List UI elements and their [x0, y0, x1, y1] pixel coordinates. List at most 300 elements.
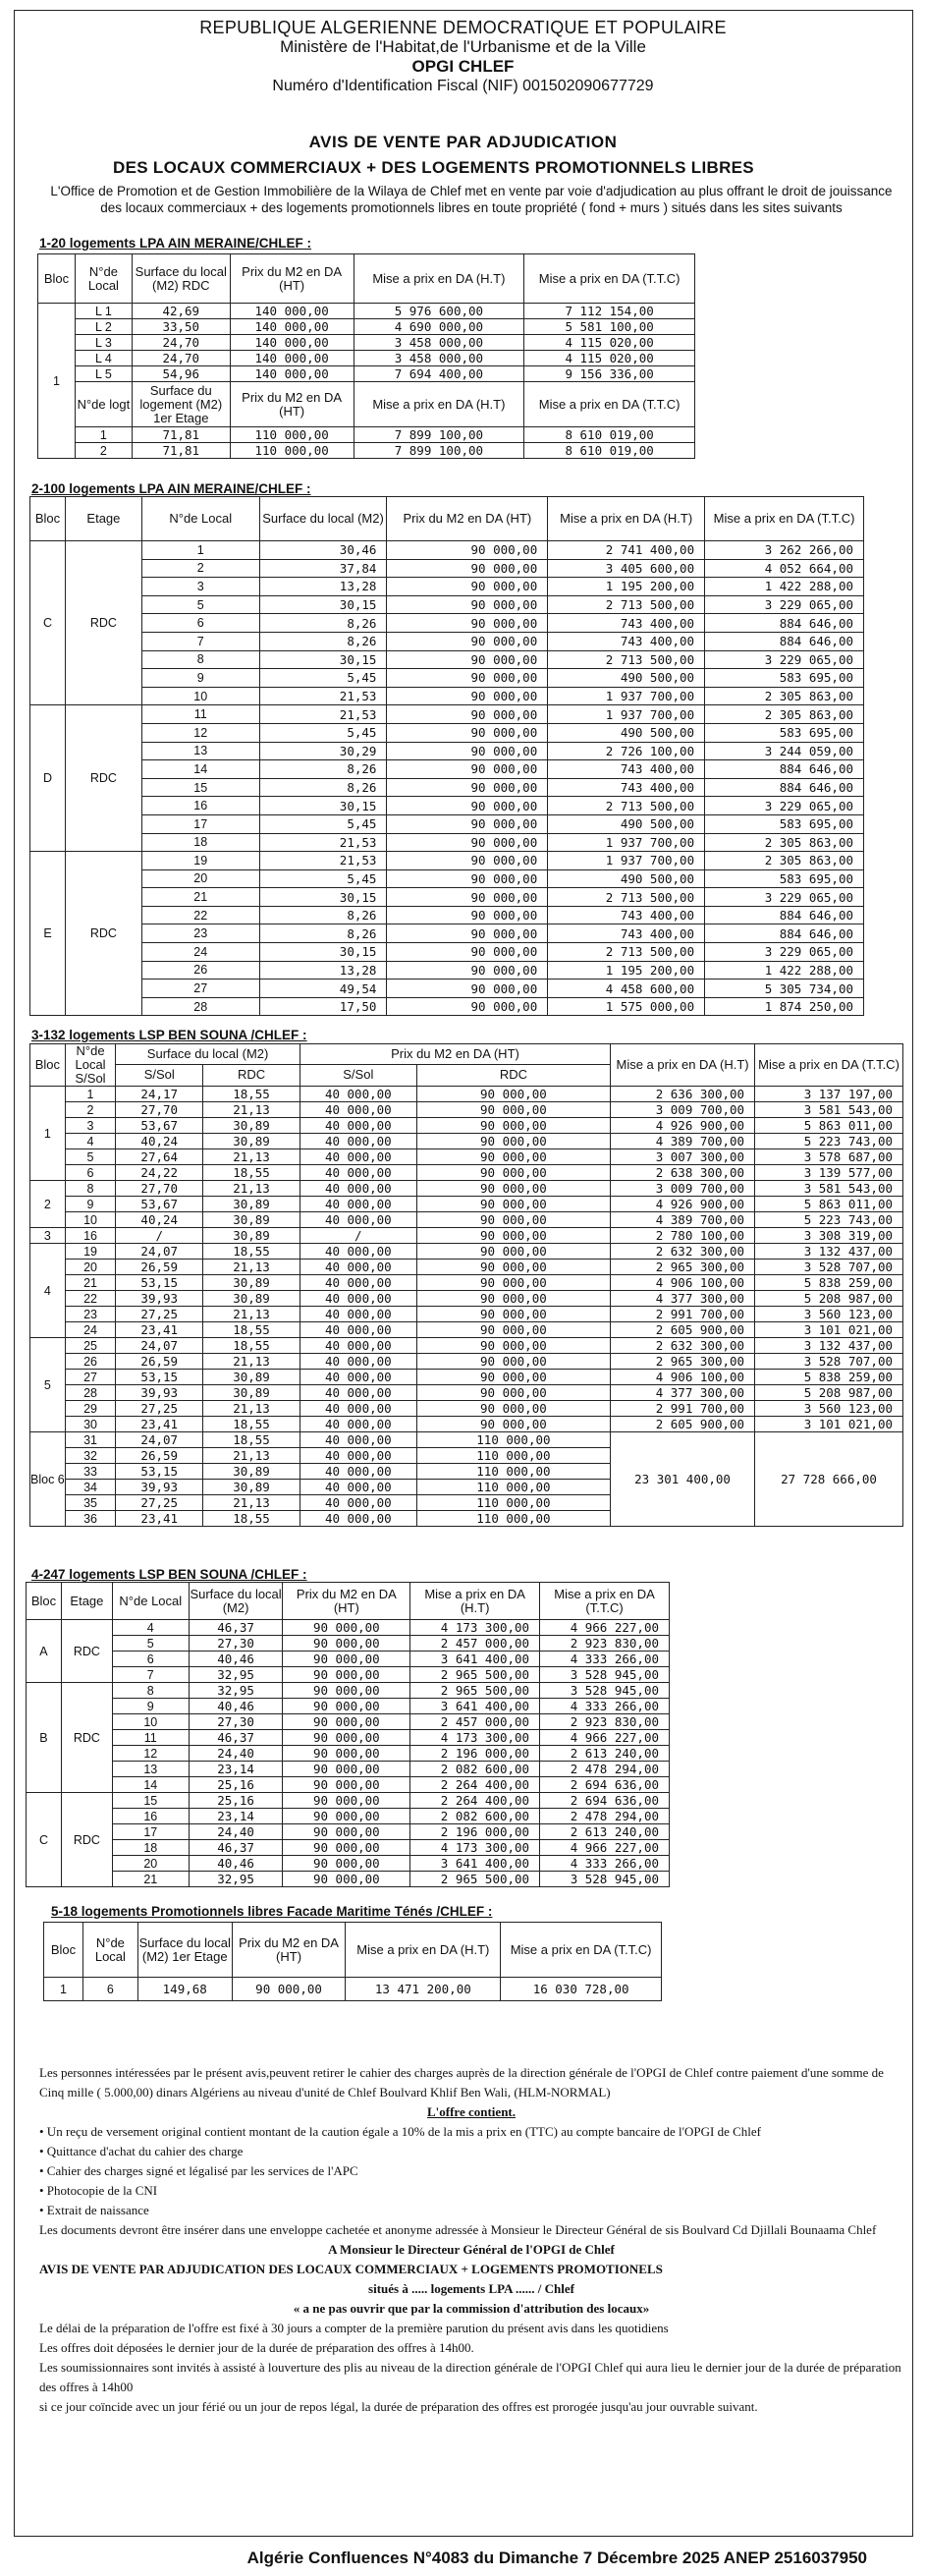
surface-rdc-cell: 18,55	[203, 1322, 300, 1338]
local-number-cell: 16	[141, 797, 259, 815]
local-number-cell: 24	[141, 943, 259, 962]
table-row	[38, 335, 695, 351]
ht-cell: 2 638 300,00	[611, 1165, 755, 1181]
surface-rdc-cell: 21,13	[203, 1149, 300, 1165]
table-row	[27, 1762, 670, 1777]
table-row	[27, 1652, 670, 1667]
surface-rdc-cell: 30,89	[203, 1197, 300, 1212]
surface-cell: 23,14	[189, 1762, 283, 1777]
price-cell: 90 000,00	[283, 1777, 410, 1793]
price-ssol-cell: 40 000,00	[300, 1291, 416, 1307]
section1-table	[37, 253, 695, 459]
table-row	[30, 1149, 903, 1165]
s1-sub-header-ht: Mise a prix en DA (H.T)	[354, 382, 524, 427]
price-cell: 90 000,00	[283, 1746, 410, 1762]
ht-cell: 4 458 600,00	[548, 980, 705, 998]
ttc-cell: 4 052 664,00	[705, 559, 864, 578]
table-row	[30, 1102, 903, 1118]
price-ssol-cell: 40 000,00	[300, 1197, 416, 1212]
price-cell: 90 000,00	[387, 797, 548, 815]
document-titles	[0, 133, 926, 178]
local-number-cell: 11	[112, 1730, 189, 1746]
s1-header-local: N°de Local	[75, 254, 132, 304]
price-ssol-cell: 40 000,00	[300, 1370, 416, 1385]
ttc-cell: 2 305 863,00	[705, 687, 864, 705]
s4-header-surface: Surface du local (M2)	[189, 1583, 283, 1620]
table-row	[30, 997, 864, 1016]
table-row	[30, 559, 864, 578]
local-number-cell: 26	[65, 1354, 116, 1370]
table-row	[30, 1118, 903, 1134]
table-row	[27, 1620, 670, 1636]
table-row	[30, 742, 864, 760]
price-rdc-cell: 90 000,00	[416, 1354, 610, 1370]
price-rdc-cell: 90 000,00	[416, 1228, 610, 1244]
surface-cell: 46,37	[189, 1620, 283, 1636]
table-row	[30, 1244, 903, 1260]
ttc-cell: 884 646,00	[705, 632, 864, 650]
ht-cell: 2 965 300,00	[611, 1260, 755, 1275]
conditions-p3: Le délai de la préparation de l'offre est fixé à 30 jours a compter de la première parution du présent avis dans les quotidiens	[39, 2321, 669, 2335]
ht-cell: 3 458 000,00	[354, 351, 524, 366]
surface-rdc-cell: 30,89	[203, 1134, 300, 1149]
local-number-cell: 7	[141, 632, 259, 650]
surface-rdc-cell: 18,55	[203, 1338, 300, 1354]
price-ssol-cell: 40 000,00	[300, 1480, 416, 1495]
ht-cell: 2 605 900,00	[611, 1417, 755, 1432]
ht-cell: 7 694 400,00	[354, 366, 524, 382]
surface-rdc-cell: 30,89	[203, 1464, 300, 1480]
surface-cell: 54,96	[132, 366, 230, 382]
surface-rdc-cell: 18,55	[203, 1087, 300, 1102]
surface-ssol-cell: 27,64	[116, 1149, 203, 1165]
surface-ssol-cell: 24,07	[116, 1338, 203, 1354]
surface-cell: 8,26	[259, 760, 387, 779]
local-number-cell: 19	[141, 852, 259, 870]
surface-cell: 8,26	[259, 614, 387, 633]
ttc-cell: 2 694 636,00	[540, 1793, 670, 1809]
local-number-cell: 34	[65, 1480, 116, 1495]
s3-sub-price-rdc: RDC	[416, 1064, 610, 1086]
surface-ssol-cell: 53,15	[116, 1370, 203, 1385]
ht-cell: 743 400,00	[548, 924, 705, 943]
header-line-2: Ministère de l'Habitat,de l'Urbanisme et de la Ville	[280, 37, 646, 56]
ht-cell: 2 965 500,00	[410, 1872, 540, 1887]
table-row	[30, 1322, 903, 1338]
local-number-cell: 21	[141, 888, 259, 907]
surface-rdc-cell: 21,13	[203, 1495, 300, 1511]
local-number-cell: 9	[141, 669, 259, 688]
table-row	[30, 833, 864, 852]
surface-cell: 24,70	[132, 335, 230, 351]
table-row	[27, 1636, 670, 1652]
ttc-cell: 4 333 266,00	[540, 1856, 670, 1872]
conditions-text	[39, 2063, 903, 2417]
s2-header-local: N°de Local	[141, 497, 259, 541]
table-row	[30, 541, 864, 560]
ht-cell: 3 009 700,00	[611, 1181, 755, 1197]
surface-cell: 5,45	[259, 814, 387, 833]
surface-cell: 17,50	[259, 997, 387, 1016]
surface-ssol-cell: 53,15	[116, 1464, 203, 1480]
s2-header-ht: Mise a prix en DA (H.T)	[548, 497, 705, 541]
surface-cell: 5,45	[259, 723, 387, 742]
surface-rdc-cell: 21,13	[203, 1448, 300, 1464]
ttc-cell: 4 333 266,00	[540, 1699, 670, 1714]
price-cell: 90 000,00	[387, 888, 548, 907]
price-rdc-cell: 90 000,00	[416, 1338, 610, 1354]
price-ssol-cell: 40 000,00	[300, 1181, 416, 1197]
local-number-cell: 8	[65, 1181, 116, 1197]
price-cell: 90 000,00	[387, 559, 548, 578]
local-number-cell: 9	[112, 1699, 189, 1714]
price-cell: 90 000,00	[387, 669, 548, 688]
surface-cell: 40,46	[189, 1699, 283, 1714]
price-ssol-cell: 40 000,00	[300, 1354, 416, 1370]
price-cell: 140 000,00	[230, 335, 354, 351]
local-number-cell: 9	[65, 1197, 116, 1212]
local-number-cell: 15	[112, 1793, 189, 1809]
ht-cell: 4 906 100,00	[611, 1275, 755, 1291]
etage-cell: RDC	[65, 541, 141, 705]
table-row	[38, 443, 695, 459]
s3-header-bloc: Bloc	[30, 1044, 66, 1087]
price-rdc-cell: 90 000,00	[416, 1401, 610, 1417]
table-row	[30, 814, 864, 833]
price-cell: 90 000,00	[283, 1683, 410, 1699]
surface-ssol-cell: 39,93	[116, 1480, 203, 1495]
s4-header-price: Prix du M2 en DA (HT)	[283, 1583, 410, 1620]
price-rdc-cell: 90 000,00	[416, 1149, 610, 1165]
surface-cell: 30,15	[259, 943, 387, 962]
s3-header-ttc: Mise a prix en DA (T.T.C)	[755, 1044, 903, 1087]
s5-cell-ttc: 16 030 728,00	[501, 1978, 662, 2001]
price-cell: 90 000,00	[387, 723, 548, 742]
surface-cell: 8,26	[259, 632, 387, 650]
table-row	[30, 1354, 903, 1370]
offer-item: • Extrait de naissance	[39, 2203, 149, 2217]
surface-cell: 30,46	[259, 541, 387, 560]
price-cell: 90 000,00	[283, 1840, 410, 1856]
ttc-cell: 3 560 123,00	[755, 1307, 903, 1322]
surface-cell: 30,15	[259, 595, 387, 614]
surface-cell: 8,26	[259, 906, 387, 924]
bloc-cell: A	[27, 1620, 62, 1683]
ht-cell: 2 965 500,00	[410, 1667, 540, 1683]
surface-cell: 71,81	[132, 427, 230, 443]
local-number-cell: 32	[65, 1448, 116, 1464]
local-number-cell: 26	[141, 961, 259, 980]
ht-cell: 1 937 700,00	[548, 705, 705, 724]
price-cell: 90 000,00	[283, 1793, 410, 1809]
ht-cell: 3 641 400,00	[410, 1699, 540, 1714]
local-number-cell: 4	[112, 1620, 189, 1636]
surface-rdc-cell: 18,55	[203, 1417, 300, 1432]
s4-header-ht: Mise a prix en DA (H.T)	[410, 1583, 540, 1620]
price-cell: 90 000,00	[387, 705, 548, 724]
ht-cell: 2 713 500,00	[548, 943, 705, 962]
ht-cell: 2 965 500,00	[410, 1683, 540, 1699]
intro-paragraph: L'Office de Promotion et de Gestion Immobilière de la Wilaya de Chlef met en vente par voie d'adjudication au plus offrant le droit de jouissance des locaux commerciaux + des logements promotionnels libres en toute propriété ( fond + murs ) situés dans les sites suivants	[50, 184, 893, 215]
surface-ssol-cell: 26,59	[116, 1354, 203, 1370]
s5-cell-surface: 149,68	[137, 1978, 232, 2001]
price-ssol-cell: 40 000,00	[300, 1149, 416, 1165]
price-ssol-cell: 40 000,00	[300, 1165, 416, 1181]
ht-cell: 2 713 500,00	[548, 595, 705, 614]
local-number-cell: 27	[141, 980, 259, 998]
bloc-cell: 1	[38, 304, 76, 459]
table-row	[30, 1181, 903, 1197]
price-ssol-cell: 40 000,00	[300, 1322, 416, 1338]
price-cell: 140 000,00	[230, 319, 354, 335]
surface-rdc-cell: 21,13	[203, 1307, 300, 1322]
ht-cell: 2 965 300,00	[611, 1354, 755, 1370]
ttc-cell: 3 578 687,00	[755, 1149, 903, 1165]
ht-total-cell: 23 301 400,00	[611, 1432, 755, 1527]
s1-sub-header-price: Prix du M2 en DA (HT)	[230, 382, 354, 427]
ht-cell: 5 976 600,00	[354, 304, 524, 319]
price-rdc-cell: 90 000,00	[416, 1102, 610, 1118]
price-rdc-cell: 90 000,00	[416, 1212, 610, 1228]
ht-cell: 4 906 100,00	[611, 1370, 755, 1385]
ht-cell: 2 991 700,00	[611, 1401, 755, 1417]
header-line-1: REPUBLIQUE ALGERIENNE DEMOCRATIQUE ET POPULAIRE	[199, 18, 727, 37]
table-row	[30, 888, 864, 907]
ht-cell: 2 196 000,00	[410, 1746, 540, 1762]
table-row	[27, 1714, 670, 1730]
ttc-cell: 2 923 830,00	[540, 1636, 670, 1652]
table-row	[30, 723, 864, 742]
surface-cell: 21,53	[259, 705, 387, 724]
ttc-cell: 3 229 065,00	[705, 943, 864, 962]
sub-title: DES LOCAUX COMMERCIAUX + DES LOGEMENTS PROMOTIONNELS LIBRES	[113, 158, 754, 177]
surface-ssol-cell: 53,67	[116, 1118, 203, 1134]
ht-cell: 743 400,00	[548, 778, 705, 797]
local-number-cell: 13	[112, 1762, 189, 1777]
surface-cell: 24,40	[189, 1746, 283, 1762]
table-row	[30, 980, 864, 998]
local-number-cell: 22	[65, 1291, 116, 1307]
s4-header-bloc: Bloc	[27, 1583, 62, 1620]
price-cell: 140 000,00	[230, 351, 354, 366]
table-row	[30, 1417, 903, 1432]
local-number-cell: 8	[141, 650, 259, 669]
price-cell: 90 000,00	[387, 687, 548, 705]
bloc-cell: D	[30, 705, 66, 852]
ttc-cell: 1 422 288,00	[705, 578, 864, 596]
surface-ssol-cell: 27,25	[116, 1401, 203, 1417]
ttc-cell: 884 646,00	[705, 778, 864, 797]
price-cell: 90 000,00	[283, 1620, 410, 1636]
s1-header-bloc: Bloc	[38, 254, 76, 304]
etage-cell: RDC	[61, 1683, 112, 1793]
table-row	[30, 1338, 903, 1354]
table-row	[27, 1793, 670, 1809]
table-row	[30, 1260, 903, 1275]
s4-header-etage: Etage	[61, 1583, 112, 1620]
price-ssol-cell: 40 000,00	[300, 1464, 416, 1480]
surface-rdc-cell: 21,13	[203, 1260, 300, 1275]
ht-cell: 2 636 300,00	[611, 1087, 755, 1102]
local-number-cell: 24	[65, 1322, 116, 1338]
price-cell: 90 000,00	[387, 632, 548, 650]
logt-number-cell: 1	[75, 427, 132, 443]
ttc-cell: 9 156 336,00	[524, 366, 695, 382]
surface-cell: 21,53	[259, 852, 387, 870]
local-number-cell: 20	[141, 869, 259, 888]
ht-cell: 2 780 100,00	[611, 1228, 755, 1244]
surface-cell: 40,46	[189, 1652, 283, 1667]
price-ssol-cell: 40 000,00	[300, 1417, 416, 1432]
ttc-cell: 3 528 945,00	[540, 1667, 670, 1683]
surface-rdc-cell: 21,13	[203, 1181, 300, 1197]
surface-ssol-cell: 27,70	[116, 1102, 203, 1118]
local-number-cell: 12	[141, 723, 259, 742]
surface-rdc-cell: 18,55	[203, 1165, 300, 1181]
local-number-cell: 3	[141, 578, 259, 596]
table-row	[30, 1228, 903, 1244]
ttc-cell: 3 229 065,00	[705, 797, 864, 815]
table-row	[30, 797, 864, 815]
surface-rdc-cell: 30,89	[203, 1385, 300, 1401]
local-number-cell: 28	[141, 997, 259, 1016]
ht-cell: 4 377 300,00	[611, 1385, 755, 1401]
ht-cell: 2 457 000,00	[410, 1714, 540, 1730]
table-row	[30, 869, 864, 888]
price-cell: 90 000,00	[387, 980, 548, 998]
table-row	[27, 1667, 670, 1683]
table-row	[27, 1840, 670, 1856]
price-ssol-cell: 40 000,00	[300, 1307, 416, 1322]
table-row	[27, 1809, 670, 1824]
s5-header-local: N°de Local	[82, 1923, 137, 1978]
table-row	[30, 906, 864, 924]
ht-cell: 1 937 700,00	[548, 852, 705, 870]
conditions-p2: Les documents devront être insérer dans une enveloppe cachetée et anonyme adressée à Monsieur le Directeur Général de sis Boulvard Cd Djillali Bounaama Chlef	[39, 2222, 877, 2237]
local-number-cell: 5	[112, 1636, 189, 1652]
s3-header-price: Prix du M2 en DA (HT)	[300, 1044, 610, 1065]
local-number-cell: 4	[65, 1134, 116, 1149]
bloc-cell: Bloc 6	[30, 1432, 66, 1527]
price-rdc-cell: 110 000,00	[416, 1511, 610, 1527]
local-number-cell: 35	[65, 1495, 116, 1511]
local-number-cell: 6	[65, 1165, 116, 1181]
surface-rdc-cell: 30,89	[203, 1370, 300, 1385]
header-line-3: OPGI CHLEF	[411, 57, 515, 76]
surface-cell: 21,53	[259, 833, 387, 852]
price-cell: 90 000,00	[283, 1714, 410, 1730]
surface-cell: 30,29	[259, 742, 387, 760]
price-rdc-cell: 90 000,00	[416, 1322, 610, 1338]
ttc-cell: 5 208 987,00	[755, 1385, 903, 1401]
address-line-3: situés à ..... logements LPA ...... / Chlef	[368, 2281, 574, 2296]
table-row	[30, 852, 864, 870]
ht-cell: 2 264 400,00	[410, 1777, 540, 1793]
table-row	[38, 382, 695, 427]
surface-cell: 24,70	[132, 351, 230, 366]
section1-title: 1-20 logements LPA AIN MERAINE/CHLEF :	[39, 236, 312, 251]
price-rdc-cell: 90 000,00	[416, 1370, 610, 1385]
table-row	[30, 687, 864, 705]
ttc-cell: 4 966 227,00	[540, 1620, 670, 1636]
ht-cell: 490 500,00	[548, 723, 705, 742]
price-rdc-cell: 110 000,00	[416, 1495, 610, 1511]
price-cell: 90 000,00	[283, 1636, 410, 1652]
offer-item: • Un reçu de versement original contient montant de la caution égale a 10% de la mis a prix en (TTC) au compte bancaire de l'OPGI de Chlef	[39, 2124, 761, 2139]
ttc-cell: 3 244 059,00	[705, 742, 864, 760]
ht-cell: 4 389 700,00	[611, 1134, 755, 1149]
price-cell: 90 000,00	[283, 1809, 410, 1824]
s5-header-surface: Surface du local (M2) 1er Etage	[137, 1923, 232, 1978]
surface-rdc-cell: 18,55	[203, 1244, 300, 1260]
local-number-cell: 14	[141, 760, 259, 779]
s3-header-local: N°de Local S/Sol	[65, 1044, 116, 1087]
price-rdc-cell: 90 000,00	[416, 1307, 610, 1322]
ttc-cell: 583 695,00	[705, 723, 864, 742]
local-number-cell: L 1	[75, 304, 132, 319]
bloc-cell: 4	[30, 1244, 66, 1338]
s3-header-surface: Surface du local (M2)	[116, 1044, 300, 1065]
ttc-cell: 3 132 437,00	[755, 1338, 903, 1354]
surface-cell: 21,53	[259, 687, 387, 705]
table-row	[30, 1370, 903, 1385]
header-line-4: Numéro d'Identification Fiscal (NIF) 001502090677729	[272, 78, 654, 94]
ttc-cell: 2 305 863,00	[705, 852, 864, 870]
ttc-cell: 3 229 065,00	[705, 650, 864, 669]
surface-cell: 46,37	[189, 1730, 283, 1746]
s3-sub-rdc: RDC	[203, 1064, 300, 1086]
ttc-cell: 5 863 011,00	[755, 1118, 903, 1134]
surface-cell: 37,84	[259, 559, 387, 578]
bloc-cell: C	[27, 1793, 62, 1887]
s4-header-local: N°de Local	[112, 1583, 189, 1620]
surface-cell: 40,46	[189, 1856, 283, 1872]
local-number-cell: 33	[65, 1464, 116, 1480]
price-rdc-cell: 110 000,00	[416, 1448, 610, 1464]
ttc-cell: 583 695,00	[705, 669, 864, 688]
ttc-cell: 5 863 011,00	[755, 1197, 903, 1212]
ht-cell: 4 389 700,00	[611, 1212, 755, 1228]
price-cell: 90 000,00	[387, 742, 548, 760]
surface-cell: 32,95	[189, 1683, 283, 1699]
surface-cell: 27,30	[189, 1714, 283, 1730]
local-number-cell: 23	[141, 924, 259, 943]
ttc-cell: 3 308 319,00	[755, 1228, 903, 1244]
ttc-cell: 5 581 100,00	[524, 319, 695, 335]
ttc-cell: 3 560 123,00	[755, 1401, 903, 1417]
surface-ssol-cell: 24,07	[116, 1244, 203, 1260]
ht-cell: 2 605 900,00	[611, 1322, 755, 1338]
s2-header-price: Prix du M2 en DA (HT)	[387, 497, 548, 541]
ht-cell: 1 937 700,00	[548, 687, 705, 705]
local-number-cell: 18	[141, 833, 259, 852]
ttc-cell: 2 694 636,00	[540, 1777, 670, 1793]
surface-ssol-cell: 40,24	[116, 1212, 203, 1228]
price-ssol-cell: /	[300, 1228, 416, 1244]
local-number-cell: 22	[141, 906, 259, 924]
price-cell: 140 000,00	[230, 366, 354, 382]
table-row	[30, 1275, 903, 1291]
table-row	[44, 1978, 662, 2001]
price-rdc-cell: 90 000,00	[416, 1087, 610, 1102]
s3-sub-ssol: S/Sol	[116, 1064, 203, 1086]
s2-header-ttc: Mise a prix en DA (T.T.C)	[705, 497, 864, 541]
ttc-cell: 2 478 294,00	[540, 1809, 670, 1824]
price-cell: 90 000,00	[387, 906, 548, 924]
ttc-cell: 583 695,00	[705, 869, 864, 888]
price-ssol-cell: 40 000,00	[300, 1385, 416, 1401]
ttc-cell: 5 838 259,00	[755, 1275, 903, 1291]
